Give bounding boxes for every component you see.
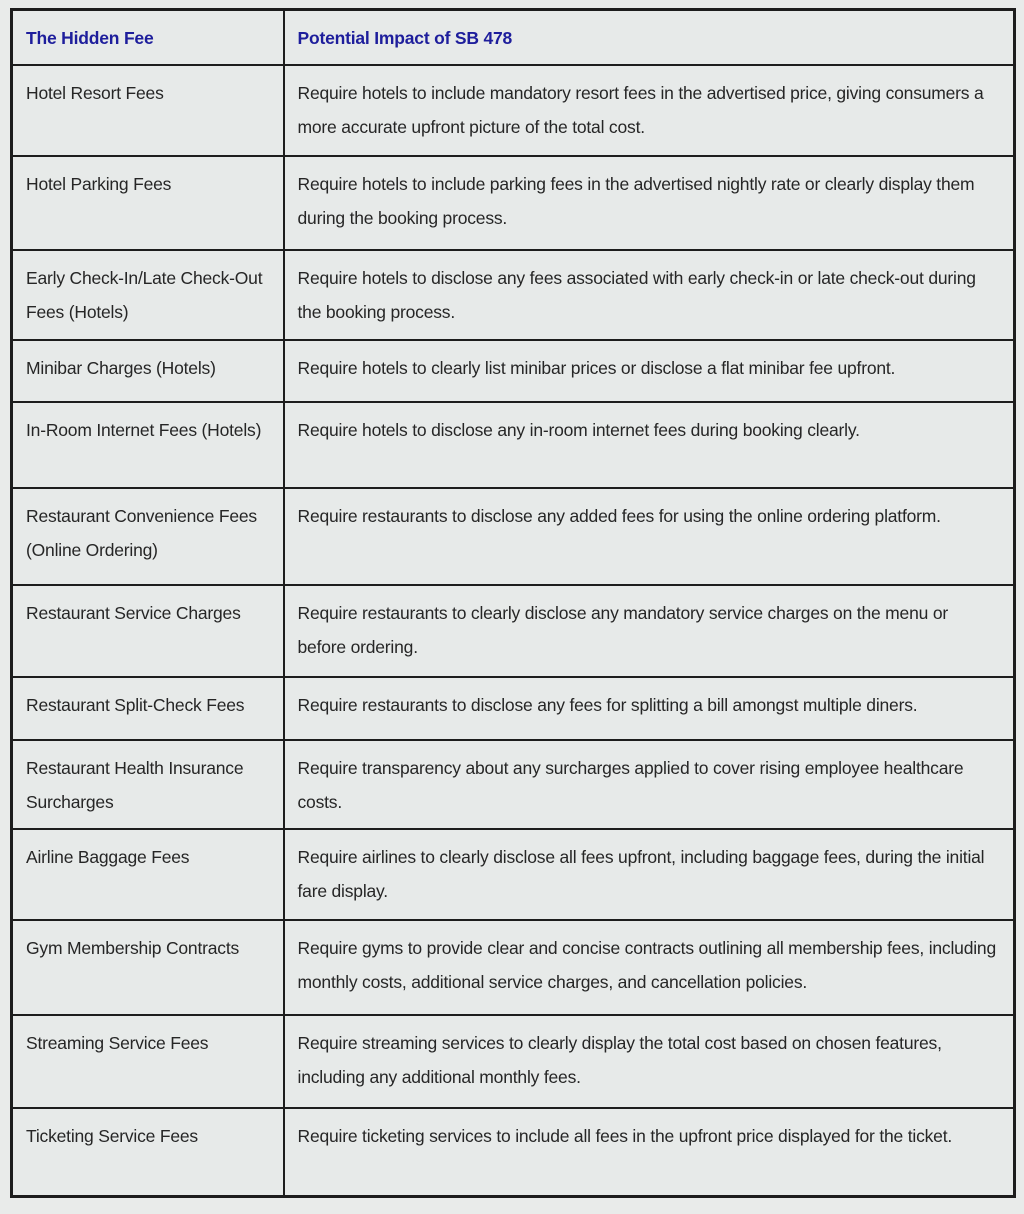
impact-cell: Require gyms to provide clear and concise contracts outlining all membership fees, including monthly costs, additional service charges, and cancellation policies.	[284, 920, 1015, 1015]
column-header-impact: Potential Impact of SB 478	[284, 10, 1015, 65]
impact-cell: Require restaurants to disclose any added fees for using the online ordering platform.	[284, 488, 1015, 585]
table-row	[12, 1015, 1015, 1108]
impact-cell: Require ticketing services to include all fees in the upfront price displayed for the ticket.	[284, 1108, 1015, 1197]
impact-cell: Require streaming services to clearly display the total cost based on chosen features, including any additional monthly fees.	[284, 1015, 1015, 1108]
table-row	[12, 65, 1015, 156]
impact-cell: Require hotels to clearly list minibar prices or disclose a flat minibar fee upfront.	[284, 340, 1015, 402]
fee-cell: Early Check-In/Late Check-Out Fees (Hotels)	[12, 250, 284, 340]
fee-cell: Hotel Parking Fees	[12, 156, 284, 250]
fee-cell: Hotel Resort Fees	[12, 65, 284, 156]
fee-cell: In-Room Internet Fees (Hotels)	[12, 402, 284, 488]
impact-cell: Require restaurants to clearly disclose any mandatory service charges on the menu or before ordering.	[284, 585, 1015, 677]
fee-cell: Streaming Service Fees	[12, 1015, 284, 1108]
fee-cell: Ticketing Service Fees	[12, 1108, 284, 1197]
impact-cell: Require hotels to include mandatory resort fees in the advertised price, giving consumers a more accurate upfront picture of the total cost.	[284, 65, 1015, 156]
table-row	[12, 740, 1015, 829]
fee-cell: Airline Baggage Fees	[12, 829, 284, 920]
fee-cell: Minibar Charges (Hotels)	[12, 340, 284, 402]
fee-cell: Restaurant Split-Check Fees	[12, 677, 284, 740]
table-row	[12, 340, 1015, 402]
table-row	[12, 585, 1015, 677]
impact-cell: Require hotels to disclose any in-room internet fees during booking clearly.	[284, 402, 1015, 488]
table-row	[12, 250, 1015, 340]
table-row	[12, 488, 1015, 585]
impact-cell: Require restaurants to disclose any fees for splitting a bill amongst multiple diners.	[284, 677, 1015, 740]
impact-cell: Require transparency about any surcharges applied to cover rising employee healthcare costs.	[284, 740, 1015, 829]
table-row	[12, 402, 1015, 488]
table-header-row	[12, 10, 1015, 65]
table-row	[12, 156, 1015, 250]
document-page	[0, 8, 1024, 1214]
impact-cell: Require hotels to disclose any fees associated with early check-in or late check-out during the booking process.	[284, 250, 1015, 340]
fees-table	[10, 8, 1016, 1198]
fee-cell: Restaurant Health Insurance Surcharges	[12, 740, 284, 829]
table-row	[12, 677, 1015, 740]
impact-cell: Require hotels to include parking fees in the advertised nightly rate or clearly display them during the booking process.	[284, 156, 1015, 250]
column-header-fee: The Hidden Fee	[12, 10, 284, 65]
impact-cell: Require airlines to clearly disclose all fees upfront, including baggage fees, during the initial fare display.	[284, 829, 1015, 920]
fee-cell: Gym Membership Contracts	[12, 920, 284, 1015]
table-row	[12, 920, 1015, 1015]
table-row	[12, 829, 1015, 920]
fee-cell: Restaurant Convenience Fees (Online Ordering)	[12, 488, 284, 585]
fee-cell: Restaurant Service Charges	[12, 585, 284, 677]
table-row	[12, 1108, 1015, 1197]
